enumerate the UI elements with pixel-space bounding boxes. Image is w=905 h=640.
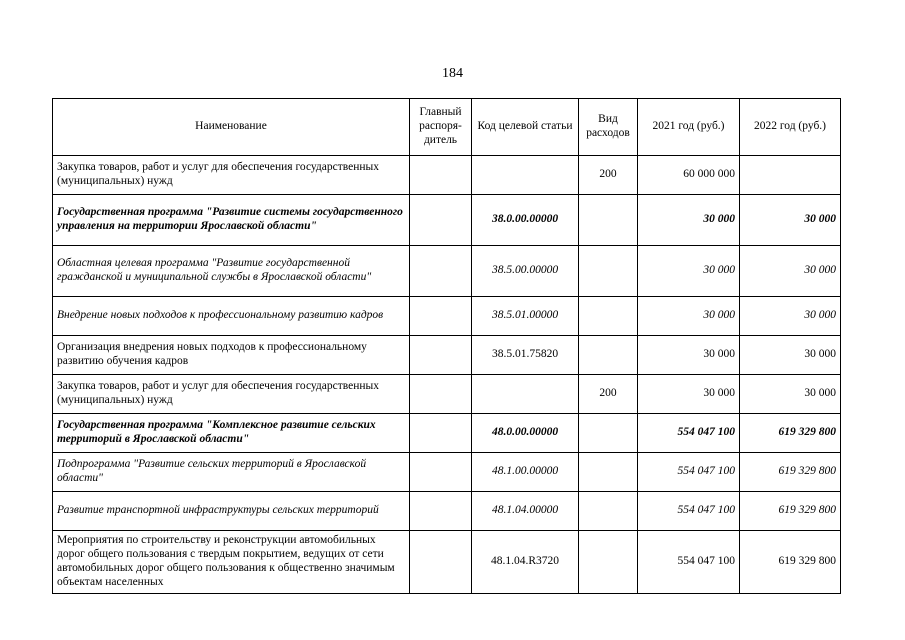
- table-row: [53, 336, 841, 375]
- table-row: [53, 156, 841, 195]
- cell-chief: [410, 297, 472, 336]
- table-row: [53, 246, 841, 297]
- cell-kind: [579, 336, 638, 375]
- cell-code: 48.1.00.00000: [472, 453, 579, 492]
- cell-2021: 30 000: [638, 336, 740, 375]
- cell-chief: [410, 531, 472, 594]
- cell-name: Развитие транспортной инфраструктуры сельских территорий: [53, 492, 410, 531]
- cell-code: 48.1.04.R3720: [472, 531, 579, 594]
- cell-name: Государственная программа "Комплексное развитие сельских территорий в Ярославской области": [53, 414, 410, 453]
- cell-2022: 30 000: [740, 336, 841, 375]
- cell-kind: 200: [579, 375, 638, 414]
- cell-2022: 30 000: [740, 246, 841, 297]
- cell-code: 38.5.01.75820: [472, 336, 579, 375]
- cell-2021: 60 000 000: [638, 156, 740, 195]
- cell-code: 38.0.00.00000: [472, 195, 579, 246]
- cell-name: Закупка товаров, работ и услуг для обеспечения государственных (муниципальных) нужд: [53, 375, 410, 414]
- cell-chief: [410, 195, 472, 246]
- cell-2022: 619 329 800: [740, 531, 841, 594]
- cell-2021: 30 000: [638, 297, 740, 336]
- cell-kind: [579, 195, 638, 246]
- table-header-row: [53, 99, 841, 156]
- cell-name: Закупка товаров, работ и услуг для обеспечения государственных (муниципальных) нужд: [53, 156, 410, 195]
- cell-name: Областная целевая программа "Развитие государственной гражданской и муниципальной службы в Ярославской области": [53, 246, 410, 297]
- header-code: Код целевой статьи: [472, 99, 579, 156]
- header-kind: Вид расходов: [579, 99, 638, 156]
- table-row: [53, 531, 841, 594]
- cell-name: Внедрение новых подходов к профессиональному развитию кадров: [53, 297, 410, 336]
- cell-code: 38.5.00.00000: [472, 246, 579, 297]
- cell-kind: [579, 297, 638, 336]
- cell-2022: 30 000: [740, 375, 841, 414]
- header-name: Наименование: [53, 99, 410, 156]
- table-row: [53, 195, 841, 246]
- cell-chief: [410, 336, 472, 375]
- cell-kind: [579, 246, 638, 297]
- cell-name: Государственная программа "Развитие системы государственного управления на территории Ярославской области": [53, 195, 410, 246]
- cell-2022: 30 000: [740, 297, 841, 336]
- cell-code: 48.0.00.00000: [472, 414, 579, 453]
- cell-kind: [579, 531, 638, 594]
- cell-2021: 30 000: [638, 375, 740, 414]
- cell-2022: 619 329 800: [740, 453, 841, 492]
- header-2021: 2021 год (руб.): [638, 99, 740, 156]
- cell-kind: [579, 453, 638, 492]
- cell-chief: [410, 414, 472, 453]
- table-row: [53, 492, 841, 531]
- cell-name: Мероприятия по строительству и реконструкции автомобильных дорог общего пользования с твердым покрытием, ведущих от сети автомобильных дорог общего пользования к общественно значимым объектам населенных: [53, 531, 410, 594]
- cell-chief: [410, 375, 472, 414]
- table-row: [53, 414, 841, 453]
- cell-code: 38.5.01.00000: [472, 297, 579, 336]
- cell-2021: 554 047 100: [638, 414, 740, 453]
- table-row: [53, 375, 841, 414]
- budget-table: [52, 98, 841, 594]
- cell-2022: 30 000: [740, 195, 841, 246]
- cell-name: Организация внедрения новых подходов к профессиональному развитию обучения кадров: [53, 336, 410, 375]
- header-chief: Главный распоря-дитель: [410, 99, 472, 156]
- cell-2022: [740, 156, 841, 195]
- cell-2021: 30 000: [638, 246, 740, 297]
- cell-code: [472, 156, 579, 195]
- cell-2021: 554 047 100: [638, 453, 740, 492]
- cell-kind: [579, 414, 638, 453]
- cell-code: [472, 375, 579, 414]
- cell-chief: [410, 156, 472, 195]
- cell-chief: [410, 246, 472, 297]
- cell-kind: 200: [579, 156, 638, 195]
- cell-2021: 554 047 100: [638, 531, 740, 594]
- cell-2022: 619 329 800: [740, 414, 841, 453]
- cell-2021: 554 047 100: [638, 492, 740, 531]
- cell-name: Подпрограмма "Развитие сельских территорий в Ярославской области": [53, 453, 410, 492]
- table-row: [53, 297, 841, 336]
- header-2022: 2022 год (руб.): [740, 99, 841, 156]
- cell-code: 48.1.04.00000: [472, 492, 579, 531]
- table-row: [53, 453, 841, 492]
- cell-kind: [579, 492, 638, 531]
- cell-2022: 619 329 800: [740, 492, 841, 531]
- page-number: 184: [442, 66, 463, 81]
- cell-chief: [410, 492, 472, 531]
- cell-chief: [410, 453, 472, 492]
- cell-2021: 30 000: [638, 195, 740, 246]
